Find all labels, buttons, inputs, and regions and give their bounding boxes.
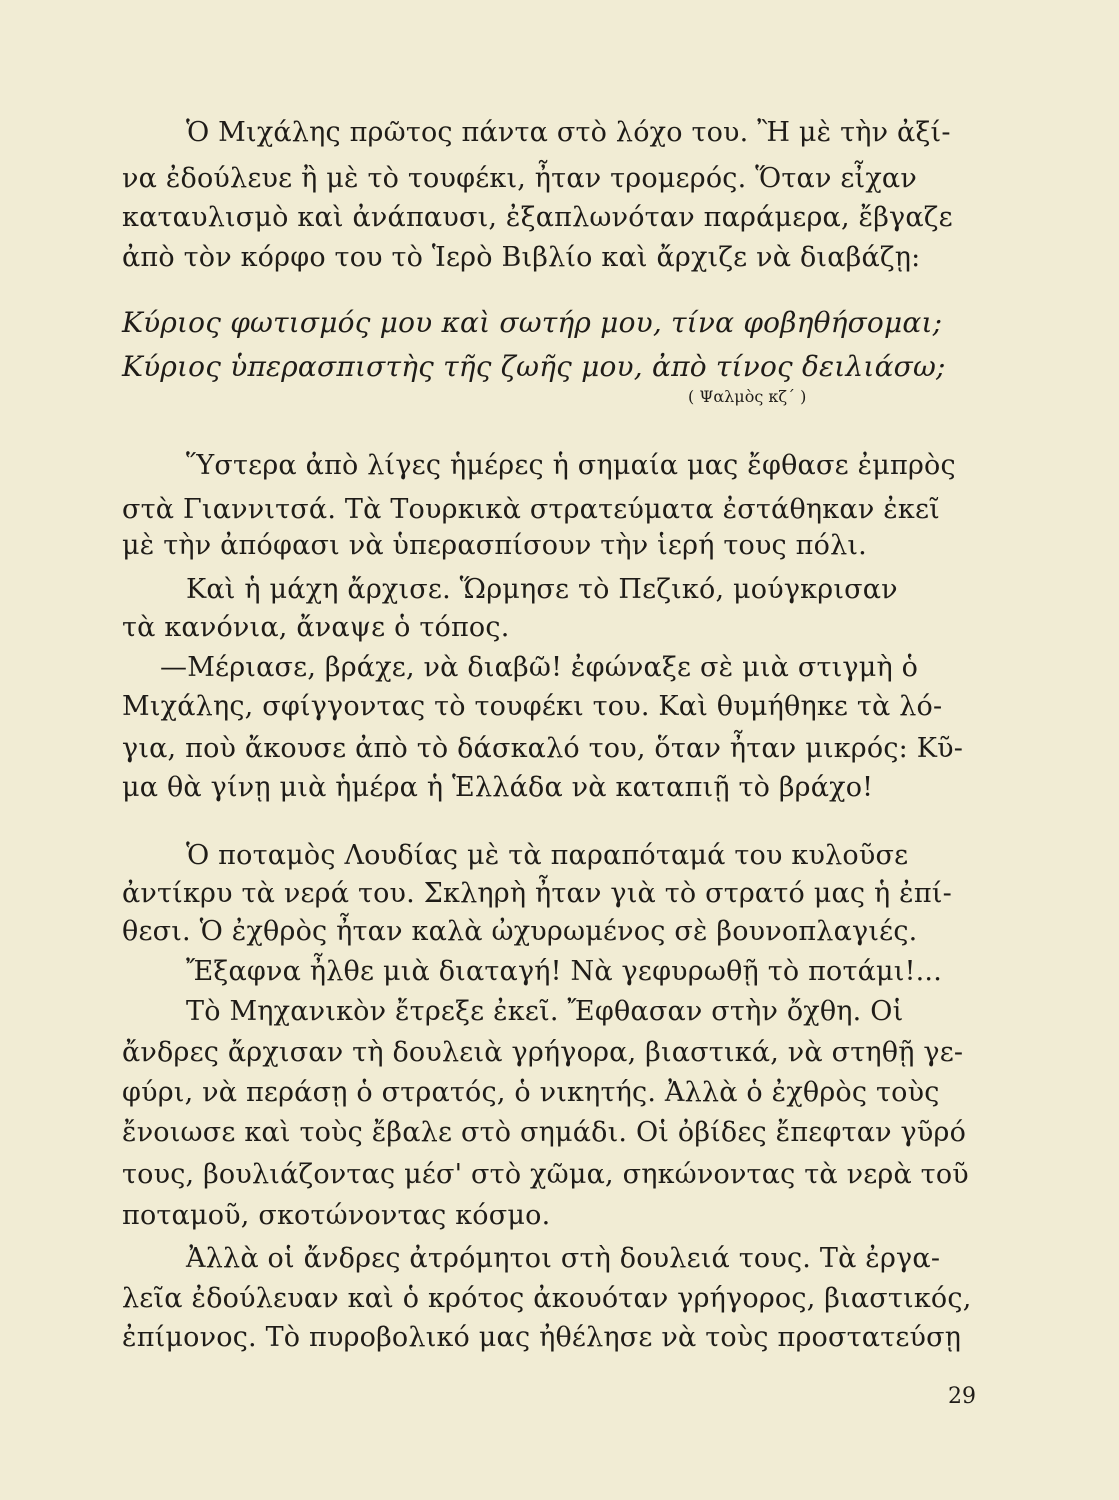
text-line: ποταμοῦ, σκοτώνοντας κόσμο.: [122, 1200, 551, 1231]
text-line: ἄνδρες ἄρχισαν τὴ δουλειὰ γρήγορα, βιαστικά, νὰ στηθῇ γε-: [122, 1037, 964, 1068]
text-line: Τὸ Μηχανικὸν ἔτρεξε ἐκεῖ. Ἔφθασαν στὴν ὄχθη. Οἱ: [186, 996, 904, 1027]
text-line: να ἐδούλευε ἢ μὲ τὸ τουφέκι, ἦταν τρομερός. Ὅταν εἶχαν: [122, 163, 917, 194]
text-line: ἀπὸ τὸν κόρφο του τὸ Ἱερὸ Βιβλίο καὶ ἄρχιζε νὰ διαβάζῃ:: [122, 242, 921, 273]
text-line: θεσι. Ὁ ἐχθρὸς ἦταν καλὰ ὠχυρωμένος σὲ βουνοπλαγιές.: [122, 916, 918, 947]
verse-line: Κύριος φωτισμός μου καὶ σωτήρ μου, τίνα φοβηθήσομαι;: [122, 306, 943, 339]
text-line: —Μέριασε, βράχε, νὰ διαβῶ! ἐφώναξε σὲ μιὰ στιγμὴ ὁ: [160, 652, 919, 683]
text-line: για, ποὺ ἄκουσε ἀπὸ τὸ δάσκαλό του, ὅταν ἦταν μικρός: Κῦ-: [122, 733, 964, 764]
text-line: Ὁ Μιχάλης πρῶτος πάντα στὸ λόχο του. Ἢ μὲ τὴν ἀξί-: [186, 117, 951, 148]
text-line: Καὶ ἡ μάχη ἄρχισε. Ὥρμησε τὸ Πεζικό, μούγκρισαν: [186, 574, 898, 605]
text-line: ἔνοιωσε καὶ τοὺς ἔβαλε στὸ σημάδι. Οἱ ὀβίδες ἔπεφταν γῦρό: [122, 1117, 967, 1148]
text-line: καταυλισμὸ καὶ ἀνάπαυσι, ἐξαπλωνόταν παράμερα, ἔβγαζε: [122, 202, 953, 233]
text-line: μὲ τὴν ἀπόφασι νὰ ὑπερασπίσουν τὴν ἱερή τους πόλι.: [122, 530, 867, 561]
text-line: ἀντίκρυ τὰ νερά του. Σκληρὴ ἦταν γιὰ τὸ στρατό μας ἡ ἐπί-: [122, 878, 952, 909]
verse-line: Κύριος ὑπερασπιστὴς τῆς ζωῆς μου, ἀπὸ τίνος δειλιάσω;: [122, 350, 946, 383]
text-line: λεῖα ἐδούλευαν καὶ ὁ κρότος ἀκουόταν γρήγορος, βιαστικός,: [122, 1283, 972, 1314]
text-line: ἐπίμονος. Τὸ πυροβολικό μας ἠθέλησε νὰ τοὺς προστατεύσῃ: [122, 1322, 962, 1353]
text-line: Ἀλλὰ οἱ ἄνδρες ἀτρόμητοι στὴ δουλειά τους. Τὰ ἐργα-: [186, 1243, 941, 1274]
text-line: Ἔξαφνα ἦλθε μιὰ διαταγή! Νὰ γεφυρωθῇ τὸ ποτάμι!...: [186, 956, 942, 987]
text-line: τους, βουλιάζοντας μέσ' στὸ χῶμα, σηκώνοντας τὰ νερὰ τοῦ: [122, 1159, 969, 1190]
text-line: Ὁ ποταμὸς Λουδίας μὲ τὰ παραπόταμά του κυλοῦσε: [186, 840, 909, 871]
psalm-citation: ( Ψαλμὸς κζ΄ ): [688, 387, 807, 406]
text-line: Μιχάλης, σφίγγοντας τὸ τουφέκι του. Καὶ θυμήθηκε τὰ λό-: [122, 691, 943, 722]
text-line: στὰ Γιαννιτσά. Τὰ Τουρκικὰ στρατεύματα ἐστάθηκαν ἐκεῖ: [122, 494, 940, 525]
text-line: Ὕστερα ἀπὸ λίγες ἡμέρες ἡ σημαία μας ἔφθασε ἐμπρὸς: [186, 450, 956, 481]
text-line: μα θὰ γίνῃ μιὰ ἡμέρα ἡ Ἑλλάδα νὰ καταπιῇ τὸ βράχο!: [122, 772, 874, 803]
text-line: τὰ κανόνια, ἄναψε ὁ τόπος.: [122, 612, 510, 643]
text-line: φύρι, νὰ περάσῃ ὁ στρατός, ὁ νικητής. Ἀλλὰ ὁ ἐχθρὸς τοὺς: [122, 1077, 940, 1108]
page-number: 29: [948, 1384, 976, 1409]
